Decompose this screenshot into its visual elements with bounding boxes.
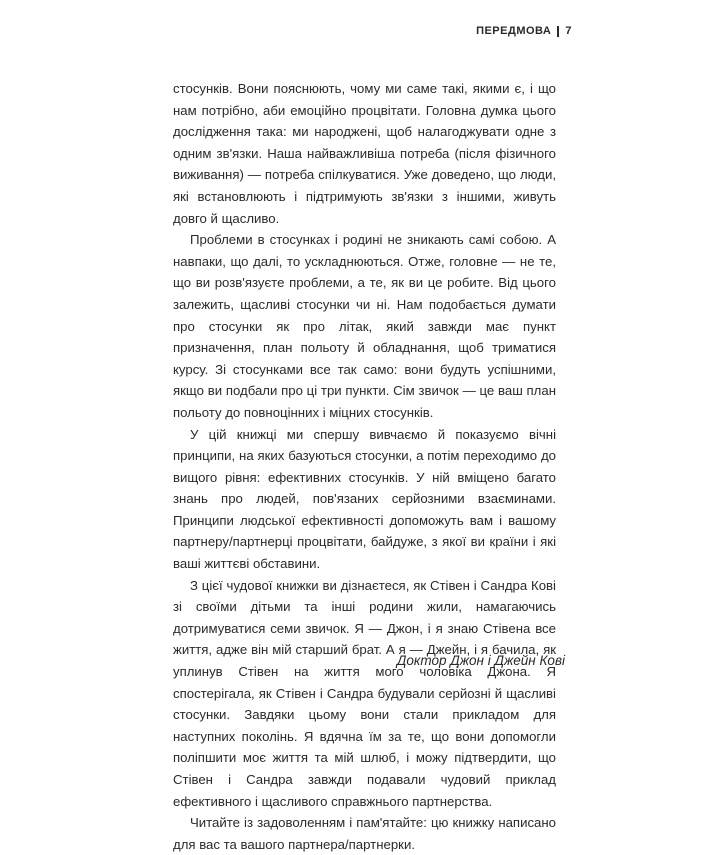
header-separator bbox=[557, 26, 559, 37]
signature: Доктор Джон і Джейн Кові bbox=[396, 653, 565, 668]
paragraph: стосунків. Вони пояснюють, чому ми саме такі, якими є, і що нам потрібно, аби емоційно процвітати. Головна думка цього дослідження така: ми народжені, щоб налагоджувати одне з одним зв'язки. Наша найважливіша потреба (після фізичного виживання) — потреба спілкуватися. Уже доведено, що люди, які встановлюють і підтримують зв'язки з іншими, живуть довго й щасливо. bbox=[173, 81, 556, 226]
page-number: 7 bbox=[565, 25, 572, 37]
paragraph: З цієї чудової книжки ви дізнаєтеся, як Стівен і Сандра Кові зі своїми дітьми та інші родини жили, намагаючись дотримуватися семи звичок. Я — Джон, і я знаю Стівена все життя, адже він мій старший брат. А я — Джейн, і я бачила, як уплинув Стівен на життя мого чоловіка Джона. Я спостерігала, як Стівен і Сандра будували серйозні й щасливі стосунки. Завдяки цьому вони стали прикладом для наступних поколінь. Я вдячна їм за те, що вони допомогли поліпшити моє життя та мій шлюб, і можу підтвердити, що Стівен і Сандра завжди подавали чудовий приклад ефективного і щасливого справжнього партнерства. bbox=[173, 577, 556, 809]
paragraph: Читайте із задоволенням і пам'ятайте: цю книжку написано для вас та вашого партнера/партнерки. bbox=[173, 815, 556, 852]
paragraph: Проблеми в стосунках і родині не зникають самі собою. А навпаки, що далі, то ускладнюються. Отже, головне — не те, що ви розв'язуєте проблеми, а те, як ви це робите. Від цього залежить, щасливі стосунки чи ні. Нам подобається думати про стосунки як про літак, який завжди має пункт призначення, план польоту й обладнання, щоб триматися курсу. Зі стосунками все так само: вони будуть успішними, якщо ви подбали про ці три пункти. Сім звичок — це ваш план польоту до повноцінних і міцних стосунків. bbox=[173, 232, 556, 420]
running-head bbox=[476, 25, 572, 37]
body-text bbox=[173, 78, 556, 855]
paragraph: У цій книжці ми спершу вивчаємо й показуємо вічні принципи, на яких базуються стосунки, а потім переходимо до вищого рівня: ефективних стосунків. У ній вміщено багато знань про людей, пов'язаних серйозними взаєминами. Принципи людської ефективності допоможуть вам і вашому партнеру/партнерці процвітати, байдуже, з якої ви країни і які ваші життєві обставини. bbox=[173, 426, 556, 572]
section-title: ПЕРЕДМОВА bbox=[476, 25, 552, 37]
